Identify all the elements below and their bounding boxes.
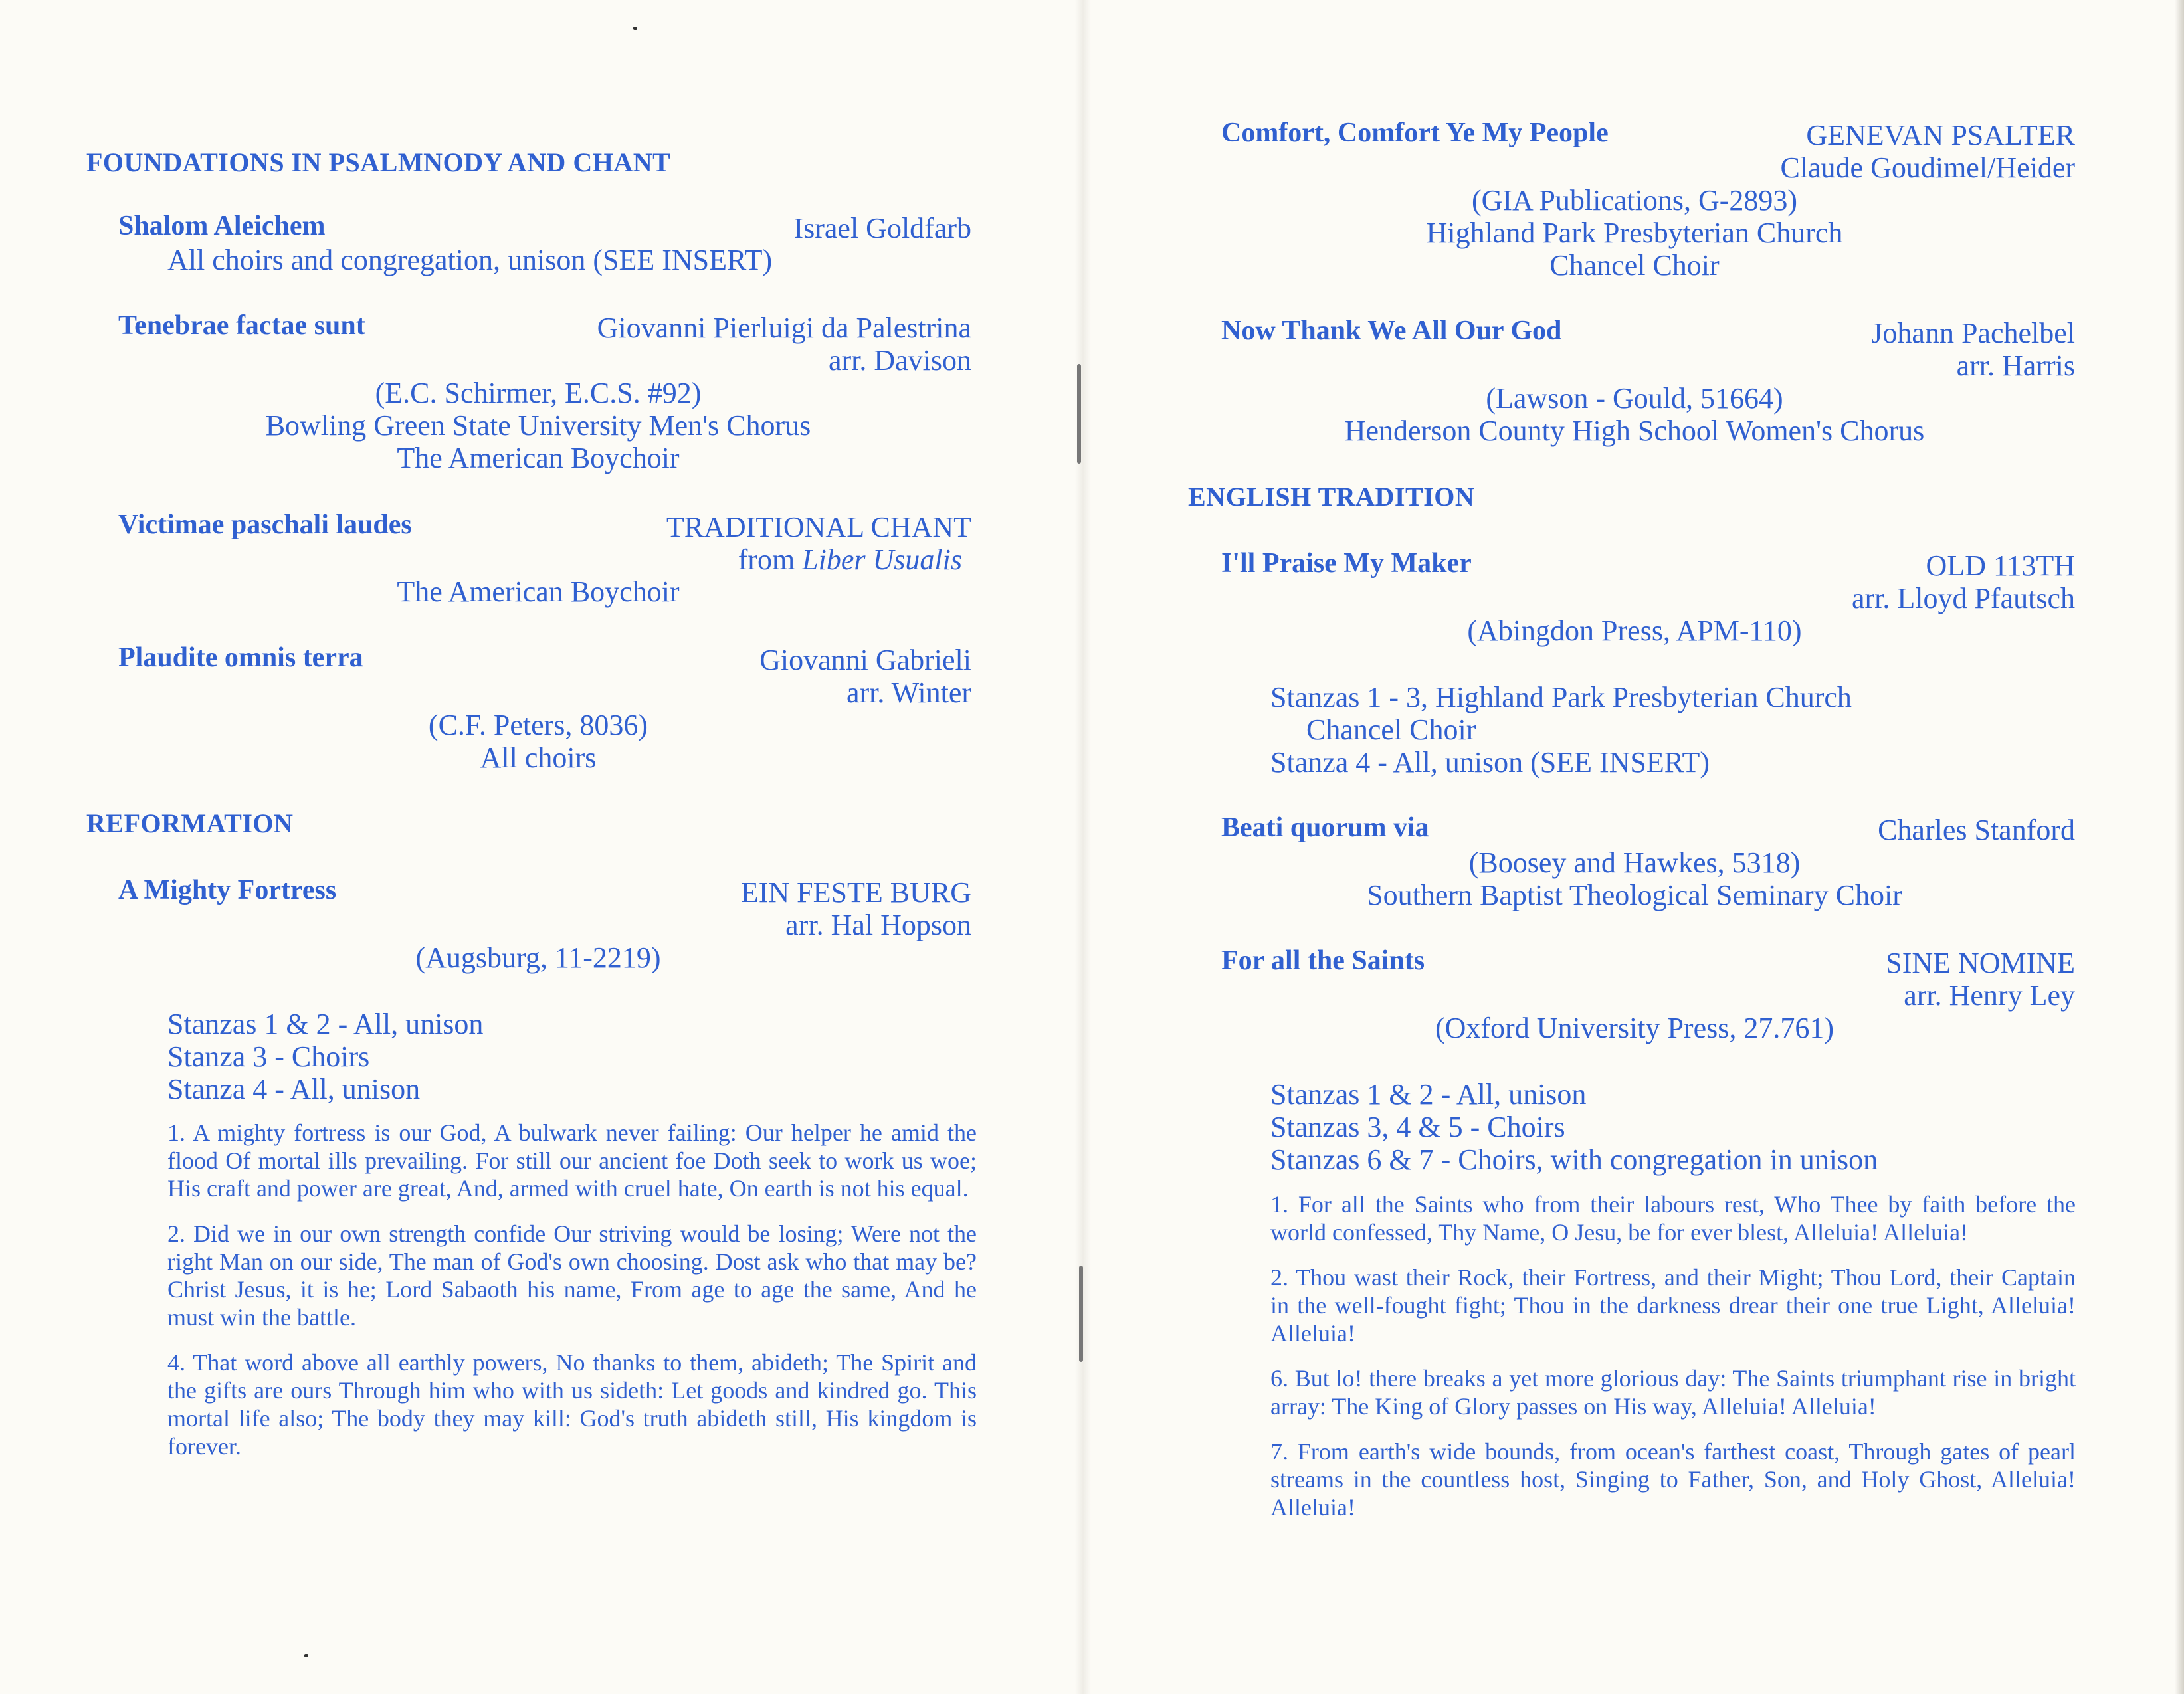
fortress-verse-2: 2. Did we in our own strength confide Our striving would be losing; Were not the right Man on our side, The man of God's own choosing. Dost ask who that may be? Christ Jesus, it is he; Lord Sabaoth his name, From age to age the same, And he must win the battle.	[167, 1220, 977, 1331]
fortress-verse-1: 1. A mighty fortress is our God, A bulwark never failing: Our helper he amid the flood Of mortal ills prevailing. For still our ancient foe Doth seek to work us woe; His craft and power are great, And, armed with cruel hate, On earth is not his equal.	[167, 1119, 977, 1202]
comfort-arranger: Claude Goudimel/Heider	[1780, 151, 2075, 184]
right-page	[1083, 0, 2184, 1694]
saints-verse-6: 6. But lo! there breaks a yet more glorious day: The Saints triumphant rise in bright array: The King of Glory passes on His way, Alleluia! Alleluia!	[1270, 1365, 2076, 1420]
fortress-verse-4: 4. That word above all earthly powers, No thanks to them, abideth; The Spirit and the gifts are ours Through him who with us sideth: Let goods and kindred go. This mortal life also; The body they may kill: God's truth abideth still, His kingdom is forever.	[167, 1349, 977, 1459]
tenebrae-composer: Giovanni Pierluigi da Palestrina	[597, 312, 971, 344]
saints-tune: SINE NOMINE	[1886, 947, 2075, 979]
section-foundations: FOUNDATIONS IN PSALMNODY AND CHANT	[86, 147, 671, 177]
victimae-performer: The American Boychoir	[397, 575, 680, 608]
fortress-tune: EIN FESTE BURG	[740, 876, 971, 909]
nowthank-publisher: (Lawson - Gould, 51664)	[1486, 382, 1783, 415]
plaudite-title: Plaudite omnis terra	[118, 642, 363, 673]
nowthank-arranger: arr. Harris	[1956, 349, 2075, 382]
beati-publisher: (Boosey and Hawkes, 5318)	[1468, 846, 1801, 879]
saints-verse-1: 1. For all the Saints who from their labours rest, Who Thee by faith before the world confessed, Thy Name, O Jesu, be for ever blest, Alleluia! Alleluia!	[1270, 1191, 2076, 1246]
fortress-stanza-3: Stanza 4 - All, unison	[167, 1073, 421, 1105]
comfort-performer-1: Highland Park Presbyterian Church	[1426, 217, 1843, 249]
victimae-source: from Liber Usualis	[738, 543, 962, 576]
plaudite-composer: Giovanni Gabrieli	[759, 644, 971, 676]
praise-arranger: arr. Lloyd Pfautsch	[1851, 582, 2075, 614]
nowthank-performer: Henderson County High School Women's Chorus	[1344, 415, 1925, 447]
shalom-composer: Israel Goldfarb	[793, 212, 971, 244]
section-english-tradition: ENGLISH TRADITION	[1188, 482, 1475, 512]
saints-publisher: (Oxford University Press, 27.761)	[1435, 1012, 1835, 1044]
plaudite-publisher: (C.F. Peters, 8036)	[428, 709, 648, 741]
praise-stanza-2: Stanza 4 - All, unison (SEE INSERT)	[1270, 746, 1710, 779]
fortress-publisher: (Augsburg, 11-2219)	[415, 941, 661, 974]
beati-title: Beati quorum via	[1221, 812, 1429, 843]
tenebrae-arranger: arr. Davison	[828, 344, 971, 377]
section-reformation: REFORMATION	[86, 808, 294, 838]
comfort-tune: GENEVAN PSALTER	[1806, 119, 2075, 151]
saints-stanza-1: Stanzas 1 & 2 - All, unison	[1270, 1078, 1587, 1111]
comfort-performer-2: Chancel Choir	[1549, 249, 1720, 282]
tenebrae-performer-2: The American Boychoir	[397, 442, 680, 474]
praise-stanza-1b: Chancel Choir	[1306, 713, 1476, 746]
fortress-verses	[167, 1119, 977, 1477]
comfort-title: Comfort, Comfort Ye My People	[1221, 118, 1609, 148]
praise-stanza-1: Stanzas 1 - 3, Highland Park Presbyterian Church	[1270, 681, 1852, 713]
nowthank-title: Now Thank We All Our God	[1221, 316, 1562, 346]
fortress-title: A Mighty Fortress	[118, 875, 337, 905]
tenebrae-publisher: (E.C. Schirmer, E.C.S. #92)	[375, 377, 702, 409]
nowthank-composer: Johann Pachelbel	[1871, 317, 2075, 349]
plaudite-performer: All choirs	[480, 741, 597, 774]
victimae-title: Victimae paschali laudes	[118, 510, 412, 540]
plaudite-arranger: arr. Winter	[846, 676, 971, 709]
beati-composer: Charles Stanford	[1878, 814, 2075, 846]
comfort-publisher: (GIA Publications, G-2893)	[1471, 184, 1798, 217]
praise-title: I'll Praise My Maker	[1221, 548, 1472, 579]
praise-tune: OLD 113TH	[1926, 549, 2075, 582]
praise-publisher: (Abingdon Press, APM-110)	[1467, 614, 1802, 647]
saints-verse-7: 7. From earth's wide bounds, from ocean's farthest coast, Through gates of pearl streams in the countless host, Singing to Father, Son, and Holy Ghost, Alleluia! Alleluia!	[1270, 1438, 2076, 1521]
shalom-note: All choirs and congregation, unison (SEE INSERT)	[167, 244, 773, 276]
tenebrae-performer-1: Bowling Green State University Men's Chorus	[265, 409, 811, 442]
fortress-stanza-1: Stanzas 1 & 2 - All, unison	[167, 1008, 484, 1040]
saints-stanza-2: Stanzas 3, 4 & 5 - Choirs	[1270, 1111, 1565, 1143]
victimae-composer: TRADITIONAL CHANT	[666, 511, 971, 543]
tenebrae-title: Tenebrae factae sunt	[118, 310, 365, 341]
saints-stanza-3: Stanzas 6 & 7 - Choirs, with congregation in unison	[1270, 1143, 1878, 1176]
saints-verse-2: 2. Thou wast their Rock, their Fortress, and their Might; Thou Lord, their Captain in the well-fought fight; Thou in the darkness drear their one true Light, Alleluia! Alleluia!	[1270, 1264, 2076, 1347]
left-page	[0, 0, 1083, 1694]
shalom-title: Shalom Aleichem	[118, 211, 326, 241]
beati-performer: Southern Baptist Theological Seminary Choir	[1367, 879, 1902, 911]
fortress-stanza-2: Stanza 3 - Choirs	[167, 1040, 370, 1073]
saints-arranger: arr. Henry Ley	[1904, 979, 2075, 1012]
saints-verses	[1270, 1190, 2076, 1539]
saints-title: For all the Saints	[1221, 945, 1425, 976]
fortress-arranger: arr. Hal Hopson	[785, 909, 971, 941]
